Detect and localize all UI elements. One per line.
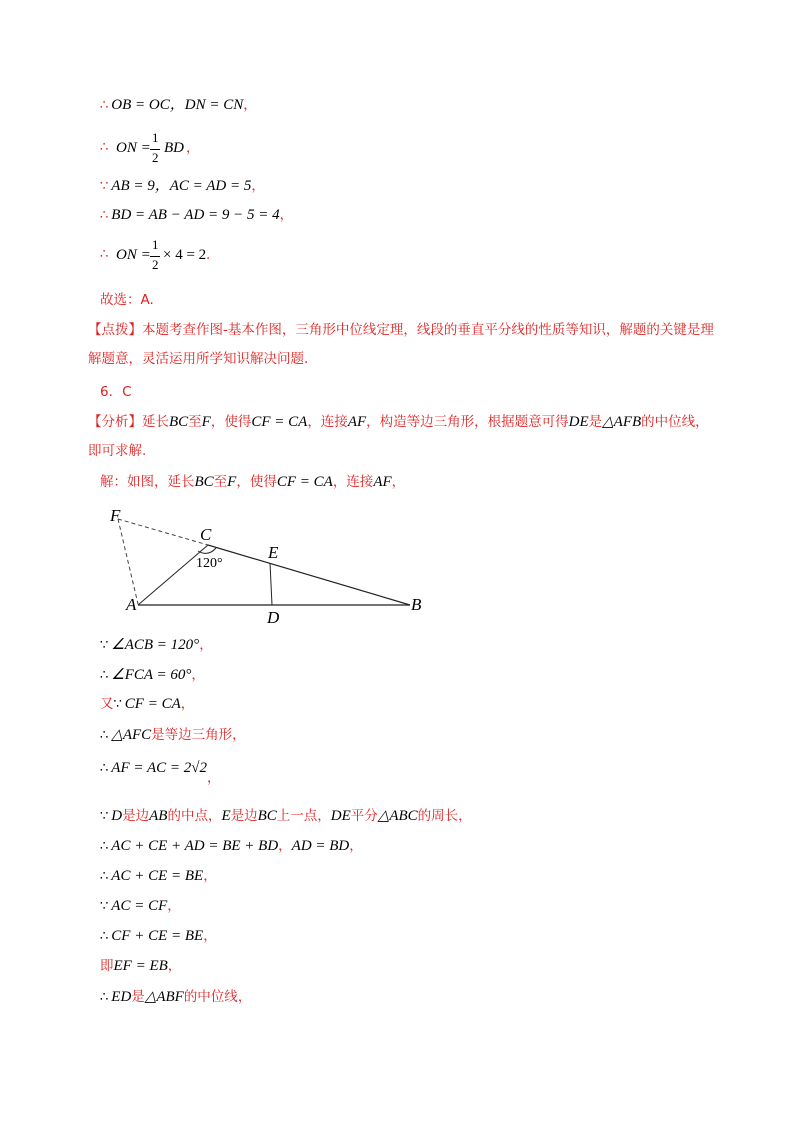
step-line: ∴ AC + CE + AD = BE + BD，AD = BD， (100, 838, 363, 854)
step-line: ∴ AF = AC = 2√2， (100, 760, 221, 786)
line-AC (138, 545, 208, 605)
math-expression: ON = (116, 247, 151, 263)
label-F: F (110, 506, 121, 525)
step-line: ∴ ED是△ABF的中位线， (100, 989, 252, 1005)
question-number: 6．C (100, 384, 132, 400)
because-icon: ∵ (100, 179, 109, 194)
label-E: E (268, 543, 279, 562)
line-CB (208, 545, 410, 605)
step-line: 又∵ CF = CA， (100, 696, 195, 712)
math-expression: BD (164, 140, 184, 156)
solution-intro: 解：如图，延长BC至F，使得CF = CA，连接AF， (100, 474, 406, 490)
fraction-denominator: 2 (152, 257, 159, 272)
analysis-tag: 【分析】 (88, 414, 142, 430)
triangle-figure (100, 505, 440, 630)
step-line: ∴ BD = AB − AD = 9 − 5 = 4， (100, 207, 294, 223)
label-C: C (200, 525, 212, 544)
step-line: ∵ AC = CF， (100, 898, 181, 914)
step-line: ∴ ∠FCA = 60°， (100, 667, 205, 683)
step-line: ∵ AB = 9，AC = AD = 5， (100, 178, 265, 194)
label-A: A (126, 595, 137, 614)
line-FC (118, 519, 208, 545)
step-line: ∴ OB = OC，DN = CN， (100, 97, 257, 113)
dianbo-tag: 【点拨】 (88, 322, 142, 338)
fraction-denominator: 2 (152, 150, 159, 165)
line-ED (270, 563, 272, 605)
answer-choice: 故选：A. (100, 292, 154, 308)
dianbo-text: 本题考查作图-基本作图，三角形中位线定理，线段的垂直平分线的性质等知识，解题的关键是理解题意，灵活运用所学知识解决问题. (88, 322, 714, 367)
step-line: ∴ AC + CE = BE， (100, 868, 217, 884)
step-line: 即EF = EB， (100, 958, 182, 974)
step-line: ∵ D是边AB的中点，E是边BC上一点，DE平分△ABC的周长， (100, 808, 472, 824)
angle-label: 120° (196, 556, 223, 571)
analysis-paragraph: 【分析】延长BC至F，使得CF = CA，连接AF，构造等边三角形，根据题意可得DE是△AFB的中位线，即可求解. (88, 414, 709, 459)
therefore-icon: ∴ (100, 98, 109, 113)
label-D: D (267, 608, 280, 627)
math-expression: × 4 = 2 (163, 247, 207, 263)
fraction-numerator: 1 (152, 130, 159, 145)
step-line: ∴ △AFC是等边三角形， (100, 727, 246, 743)
math-expression: OB = OC，DN = CN (111, 97, 244, 113)
math-expression: BD = AB − AD = 9 − 5 = 4 (111, 207, 280, 223)
math-expression: ON = (116, 140, 151, 156)
math-expression: AB = 9，AC = AD = 5 (111, 178, 252, 194)
line-FA (118, 519, 138, 604)
step-line: ∴ CF + CE = BE， (100, 928, 217, 944)
therefore-icon: ∴ (100, 247, 109, 262)
therefore-icon: ∴ (100, 140, 109, 155)
fraction-numerator: 1 (152, 237, 159, 252)
therefore-icon: ∴ (100, 208, 109, 223)
label-B: B (411, 595, 422, 614)
dianbo-paragraph (88, 316, 718, 374)
step-line: ∵ ∠ACB = 120°， (100, 637, 213, 653)
